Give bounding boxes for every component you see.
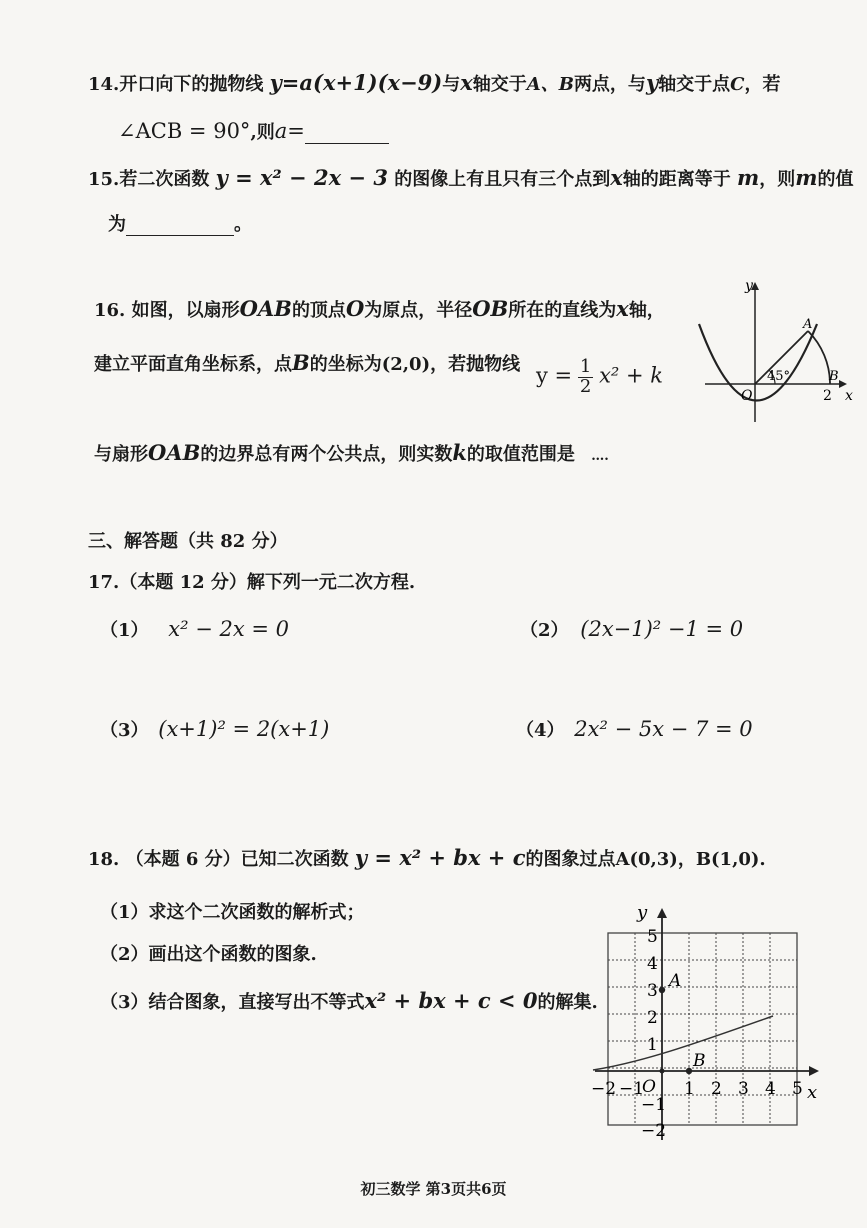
q16-b: B bbox=[292, 350, 310, 375]
q14-text-f: ，若 bbox=[744, 74, 781, 95]
q18-y-tick: −1 bbox=[641, 1095, 667, 1115]
q14-line1 bbox=[88, 70, 780, 96]
q18-header-end: . bbox=[759, 849, 766, 870]
q17-item-1-label: （1） bbox=[100, 620, 149, 641]
q18-y-tick: −2 bbox=[641, 1121, 667, 1141]
q14-text-c: 轴交于 bbox=[472, 74, 527, 95]
q16-text-1b: 的顶点 bbox=[291, 300, 346, 321]
q16-line1 bbox=[94, 296, 665, 322]
q18-x-tick: 2 bbox=[711, 1079, 722, 1099]
q15-end-mark: 。 bbox=[234, 214, 252, 235]
q16-x-var: x bbox=[616, 296, 629, 321]
q14-answer-blank[interactable] bbox=[305, 125, 389, 144]
q17-item-4 bbox=[516, 716, 753, 742]
q17-item-2-eq: (2x−1)² −1 = 0 bbox=[580, 617, 744, 641]
q16-b-label: B bbox=[829, 369, 839, 384]
q18-sub1: （1）求这个二次函数的解析式； bbox=[100, 902, 365, 923]
q14-text-d: 两点，与 bbox=[573, 74, 646, 95]
q17-item-2 bbox=[520, 616, 743, 642]
q18-sub3-a: （3）结合图象，直接写出不等式 bbox=[100, 992, 365, 1013]
q18-point-a-dot bbox=[659, 987, 665, 993]
q18-x-tick: −1 bbox=[619, 1079, 645, 1099]
page-footer: 初三数学 第3页共6页 bbox=[360, 1180, 507, 1198]
q18-a-label: A bbox=[669, 971, 682, 991]
q16-k-var: k bbox=[452, 440, 467, 465]
q18-x-tick: 5 bbox=[792, 1079, 803, 1099]
q16-text-3b: 的边界总有两个公共点，则实数 bbox=[200, 444, 453, 465]
q18-b-label: B bbox=[693, 1051, 706, 1071]
q15-text-a: 若二次函数 bbox=[119, 169, 210, 190]
q17-item-2-label: （2） bbox=[520, 620, 569, 641]
q18-x-arrow-icon bbox=[809, 1066, 819, 1076]
q16-frac-num: 1 bbox=[579, 356, 592, 377]
q18-o-label: O bbox=[642, 1077, 656, 1097]
q16-text-2a: 建立平面直角坐标系，点 bbox=[94, 354, 292, 375]
q14-angle: ∠ACB = 90° bbox=[118, 119, 251, 143]
q16-figure bbox=[695, 272, 860, 432]
q16-text-2b: 的坐标为(2,0)，若抛物线 bbox=[309, 354, 521, 375]
q17-item-1-eq: x² − 2x = 0 bbox=[168, 617, 289, 641]
q18-formula: y = x² + bx + c bbox=[354, 845, 526, 870]
q15-number: 15. bbox=[88, 169, 120, 190]
q16-text-1e: 轴， bbox=[628, 300, 665, 321]
q16-line2 bbox=[94, 350, 520, 376]
q17-item-3-label: （3） bbox=[100, 720, 149, 741]
q16-trail: …. bbox=[591, 449, 609, 464]
q16-text-1c: 为原点，半径 bbox=[364, 300, 473, 321]
q16-formula-rhs: x² + k bbox=[599, 363, 663, 388]
q18-y-arrow-icon bbox=[657, 908, 667, 918]
q16-angle-label: 45° bbox=[767, 369, 791, 384]
q16-o-label: O bbox=[741, 388, 753, 404]
q16-text-1a: 16. 如图，以扇形 bbox=[94, 300, 240, 321]
q15-text-f: 为 bbox=[108, 214, 126, 235]
q18-y-tick: 3 bbox=[647, 981, 658, 1001]
q16-parabola bbox=[699, 324, 817, 401]
q16-oab-2: OAB bbox=[148, 440, 201, 465]
q14-x-var: x bbox=[460, 70, 473, 95]
q18-y-tick: 1 bbox=[647, 1035, 658, 1055]
q18-header-a: 18. （本题 6 分）已知二次函数 bbox=[88, 849, 349, 870]
q14-a-eq: a= bbox=[274, 119, 305, 143]
q18-header-b: 的图象过点 bbox=[525, 849, 616, 870]
q15-text-b: 的图像上有且只有三个点到 bbox=[394, 169, 611, 190]
q16-oab: OAB bbox=[239, 296, 292, 321]
q15-formula: y = x² − 2x − 3 bbox=[215, 165, 388, 190]
q14-points-ab: A、B bbox=[526, 74, 574, 95]
q18-sub2: （2）画出这个函数的图象. bbox=[100, 944, 317, 965]
q18-sub3 bbox=[100, 988, 598, 1014]
q18-x-tick-labels bbox=[591, 1079, 803, 1099]
q16-x-label: x bbox=[845, 388, 853, 404]
q16-two-label: 2 bbox=[823, 388, 832, 404]
q15-m-var-2: m bbox=[795, 165, 818, 190]
q18-point-a: A(0,3)， bbox=[615, 849, 696, 870]
q15-text-e: 的值 bbox=[817, 169, 854, 190]
q16-x-arrow-icon bbox=[839, 380, 847, 388]
q18-header bbox=[88, 845, 766, 871]
q15-text-d: ，则 bbox=[759, 169, 796, 190]
q18-x-label: x bbox=[807, 1082, 818, 1103]
q17-item-4-eq: 2x² − 5x − 7 = 0 bbox=[574, 717, 753, 741]
q14-text-b: 与 bbox=[442, 74, 461, 95]
q14-text-e: 轴交于点 bbox=[658, 74, 731, 95]
q18-y-tick: 5 bbox=[647, 927, 658, 947]
q18-sub3-b: 的解集. bbox=[537, 992, 598, 1013]
q18-graph bbox=[585, 900, 830, 1150]
q16-text-1d: 所在的直线为 bbox=[508, 300, 617, 321]
q18-x-tick: −2 bbox=[591, 1079, 617, 1099]
q15-x-var: x bbox=[610, 165, 623, 190]
q18-point-b-dot bbox=[686, 1068, 692, 1074]
q17-item-3 bbox=[100, 716, 329, 742]
q18-origin-dot bbox=[660, 1069, 665, 1074]
q17-header: 17.（本题 12 分）解下列一元二次方程. bbox=[88, 572, 416, 593]
q18-x-tick: 4 bbox=[765, 1079, 776, 1099]
q18-y-label: y bbox=[637, 902, 648, 923]
section-title: 三、解答题（共 82 分） bbox=[88, 531, 288, 552]
q14-text-g: ,则 bbox=[250, 122, 275, 143]
q18-x-tick: 3 bbox=[738, 1079, 749, 1099]
q14-point-c: C bbox=[730, 74, 745, 95]
q17-item-4-label: （4） bbox=[516, 720, 565, 741]
q16-text-3c: 的取值范围是 bbox=[466, 444, 575, 465]
q18-y-tick: 4 bbox=[647, 954, 658, 974]
q18-y-tick: 2 bbox=[647, 1008, 658, 1028]
q18-point-b: B(1,0) bbox=[695, 849, 760, 870]
q15-answer-blank[interactable] bbox=[126, 217, 234, 236]
q15-line2 bbox=[108, 210, 252, 236]
q14-line2 bbox=[118, 118, 389, 144]
q16-formula-lhs: y = bbox=[536, 363, 573, 388]
q16-a-label: A bbox=[803, 317, 813, 332]
q16-frac-den: 2 bbox=[579, 375, 592, 397]
q16-fraction bbox=[578, 358, 593, 397]
q16-o: O bbox=[345, 296, 365, 321]
q18-sketch-curve bbox=[593, 1016, 773, 1070]
q15-m-var: m bbox=[737, 165, 760, 190]
q15-text-c: 轴的距离等于 bbox=[622, 169, 731, 190]
q14-number: 14. bbox=[88, 74, 120, 95]
q16-text-3a: 与扇形 bbox=[94, 444, 148, 465]
q15-line1 bbox=[88, 165, 854, 191]
q16-formula bbox=[536, 358, 663, 397]
q16-ob: OB bbox=[472, 296, 509, 321]
q18-x-tick: 1 bbox=[684, 1079, 695, 1099]
q18-sub3-formula: x² + bx + c < 0 bbox=[364, 988, 538, 1013]
q14-y-var: y bbox=[645, 70, 659, 95]
q17-item-3-eq: (x+1)² = 2(x+1) bbox=[158, 717, 330, 741]
q17-item-1 bbox=[100, 616, 289, 642]
q16-y-label: y bbox=[745, 278, 753, 294]
q16-line3 bbox=[94, 440, 609, 466]
q14-formula: y=a(x+1)(x−9) bbox=[269, 70, 443, 95]
q14-text: 开口向下的抛物线 bbox=[119, 74, 264, 95]
